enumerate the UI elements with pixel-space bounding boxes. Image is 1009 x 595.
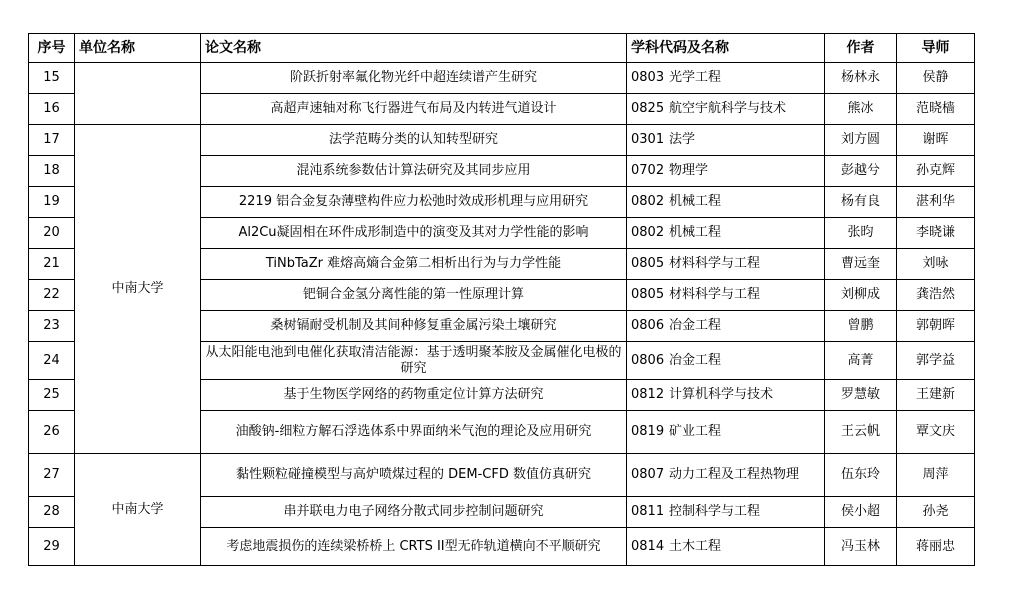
subject-name: 光学工程 xyxy=(669,70,722,85)
subject-name: 控制科学与工程 xyxy=(669,504,761,519)
subject-cell xyxy=(627,63,825,94)
subject-name: 机械工程 xyxy=(669,194,722,209)
author-name: 张昀 xyxy=(825,218,897,249)
subject-name: 航空宇航科学与技术 xyxy=(669,101,787,116)
header-author: 作者 xyxy=(825,34,897,63)
header-no: 序号 xyxy=(29,34,75,63)
subject-name: 冶金工程 xyxy=(669,318,722,333)
subject-code: 0825 xyxy=(631,101,665,116)
advisor-name: 湛利华 xyxy=(897,187,975,218)
author-name: 刘方圆 xyxy=(825,125,897,156)
row-number: 29 xyxy=(29,528,75,566)
subject-cell xyxy=(627,156,825,187)
row-number: 16 xyxy=(29,94,75,125)
subject-cell xyxy=(627,249,825,280)
subject-name: 动力工程及工程热物理 xyxy=(669,467,800,482)
subject-cell xyxy=(627,125,825,156)
subject-code: 0806 xyxy=(631,352,665,368)
row-number: 15 xyxy=(29,63,75,94)
table-row xyxy=(29,125,975,156)
advisor-name: 王建新 xyxy=(897,380,975,411)
thesis-title: 2219 铝合金复杂薄壁构件应力松弛时效成形机理与应用研究 xyxy=(201,187,627,218)
thesis-title: 混沌系统参数估计算法研究及其同步应用 xyxy=(201,156,627,187)
advisor-name: 李晓谦 xyxy=(897,218,975,249)
advisor-name: 侯静 xyxy=(897,63,975,94)
subject-cell xyxy=(627,218,825,249)
thesis-title: 阶跃折射率氟化物光纤中超连续谱产生研究 xyxy=(201,63,627,94)
thesis-title: Al2Cu凝固相在环件成形制造中的演变及其对力学性能的影响 xyxy=(201,218,627,249)
author-name: 杨有良 xyxy=(825,187,897,218)
advisor-name: 郭学益 xyxy=(897,342,975,380)
subject-code: 0814 xyxy=(631,538,665,554)
header-title: 论文名称 xyxy=(201,34,627,63)
subject-name: 矿业工程 xyxy=(669,424,722,439)
subject-name: 材料科学与工程 xyxy=(669,256,761,271)
author-name: 高菁 xyxy=(825,342,897,380)
author-name: 伍东玲 xyxy=(825,454,897,497)
row-number: 21 xyxy=(29,249,75,280)
author-name: 刘柳成 xyxy=(825,280,897,311)
author-name: 杨林永 xyxy=(825,63,897,94)
subject-name: 土木工程 xyxy=(669,538,722,554)
author-name: 曾鹏 xyxy=(825,311,897,342)
subject-code: 0805 xyxy=(631,256,665,271)
author-name: 彭越兮 xyxy=(825,156,897,187)
row-number: 23 xyxy=(29,311,75,342)
subject-code: 0802 xyxy=(631,225,665,240)
subject-cell xyxy=(627,380,825,411)
row-number: 22 xyxy=(29,280,75,311)
thesis-title: 串并联电力电子网络分散式同步控制问题研究 xyxy=(201,497,627,528)
thesis-title: 基于生物医学网络的药物重定位计算方法研究 xyxy=(201,380,627,411)
thesis-title: 高超声速轴对称飞行器进气布局及内转进气道设计 xyxy=(201,94,627,125)
row-number: 27 xyxy=(29,454,75,497)
subject-code: 0803 xyxy=(631,70,665,85)
author-name: 冯玉林 xyxy=(825,528,897,566)
table-row xyxy=(29,63,975,94)
subject-code: 0802 xyxy=(631,194,665,209)
subject-code: 0301 xyxy=(631,132,665,147)
thesis-title: TiNbTaZr 难熔高熵合金第二相析出行为与力学性能 xyxy=(201,249,627,280)
subject-cell xyxy=(627,187,825,218)
subject-code: 0812 xyxy=(631,387,665,402)
subject-name: 材料科学与工程 xyxy=(669,287,761,302)
row-number: 17 xyxy=(29,125,75,156)
row-number: 20 xyxy=(29,218,75,249)
row-number: 25 xyxy=(29,380,75,411)
author-name: 侯小超 xyxy=(825,497,897,528)
thesis-title: 桑树镉耐受机制及其间种修复重金属污染土壤研究 xyxy=(201,311,627,342)
subject-code: 0702 xyxy=(631,163,665,178)
row-number: 24 xyxy=(29,342,75,380)
subject-name: 法学 xyxy=(669,132,696,147)
author-name: 罗慧敏 xyxy=(825,380,897,411)
subject-code: 0806 xyxy=(631,318,665,333)
subject-name: 物理学 xyxy=(669,163,709,178)
thesis-title: 黏性颗粒碰撞模型与高炉喷煤过程的 DEM-CFD 数值仿真研究 xyxy=(201,454,627,497)
subject-code: 0807 xyxy=(631,467,665,482)
thesis-table xyxy=(28,33,975,566)
subject-cell xyxy=(627,311,825,342)
advisor-name: 郭朝晖 xyxy=(897,311,975,342)
subject-code: 0819 xyxy=(631,424,665,439)
thesis-title: 从太阳能电池到电催化获取清洁能源：基于透明聚苯胺及金属催化电极的研究 xyxy=(201,342,627,380)
subject-cell xyxy=(627,342,825,380)
subject-cell xyxy=(627,94,825,125)
advisor-name: 谢晖 xyxy=(897,125,975,156)
subject-cell xyxy=(627,528,825,566)
advisor-name: 孙尧 xyxy=(897,497,975,528)
advisor-name: 刘咏 xyxy=(897,249,975,280)
subject-cell xyxy=(627,497,825,528)
row-number: 26 xyxy=(29,411,75,454)
header-unit: 单位名称 xyxy=(75,34,201,63)
subject-cell xyxy=(627,411,825,454)
table-row xyxy=(29,454,975,497)
thesis-title: 钯铜合金氢分离性能的第一性原理计算 xyxy=(201,280,627,311)
subject-code: 0811 xyxy=(631,504,665,519)
row-number: 28 xyxy=(29,497,75,528)
unit-name-cell: 中南大学 xyxy=(75,454,201,566)
subject-cell xyxy=(627,454,825,497)
unit-name-cell: 中南大学 xyxy=(75,125,201,454)
table-body xyxy=(29,63,975,566)
author-name: 曹远奎 xyxy=(825,249,897,280)
thesis-title: 考虑地震损伤的连续梁桥桥上 CRTS II型无砟轨道横向不平顺研究 xyxy=(201,528,627,566)
author-name: 王云帆 xyxy=(825,411,897,454)
subject-name: 计算机科学与技术 xyxy=(669,387,774,402)
thesis-title: 法学范畴分类的认知转型研究 xyxy=(201,125,627,156)
advisor-name: 蒋丽忠 xyxy=(897,528,975,566)
header-advisor: 导师 xyxy=(897,34,975,63)
advisor-name: 周萍 xyxy=(897,454,975,497)
header-subject: 学科代码及名称 xyxy=(627,34,825,63)
thesis-title: 油酸钠-细粒方解石浮选体系中界面纳米气泡的理论及应用研究 xyxy=(201,411,627,454)
subject-cell xyxy=(627,280,825,311)
subject-name: 机械工程 xyxy=(669,225,722,240)
advisor-name: 龚浩然 xyxy=(897,280,975,311)
advisor-name: 覃文庆 xyxy=(897,411,975,454)
header-row xyxy=(29,34,975,63)
subject-code: 0805 xyxy=(631,287,665,302)
author-name: 熊冰 xyxy=(825,94,897,125)
advisor-name: 范晓樯 xyxy=(897,94,975,125)
unit-name-cell xyxy=(75,63,201,125)
row-number: 18 xyxy=(29,156,75,187)
row-number: 19 xyxy=(29,187,75,218)
subject-name: 冶金工程 xyxy=(669,352,722,368)
advisor-name: 孙克辉 xyxy=(897,156,975,187)
